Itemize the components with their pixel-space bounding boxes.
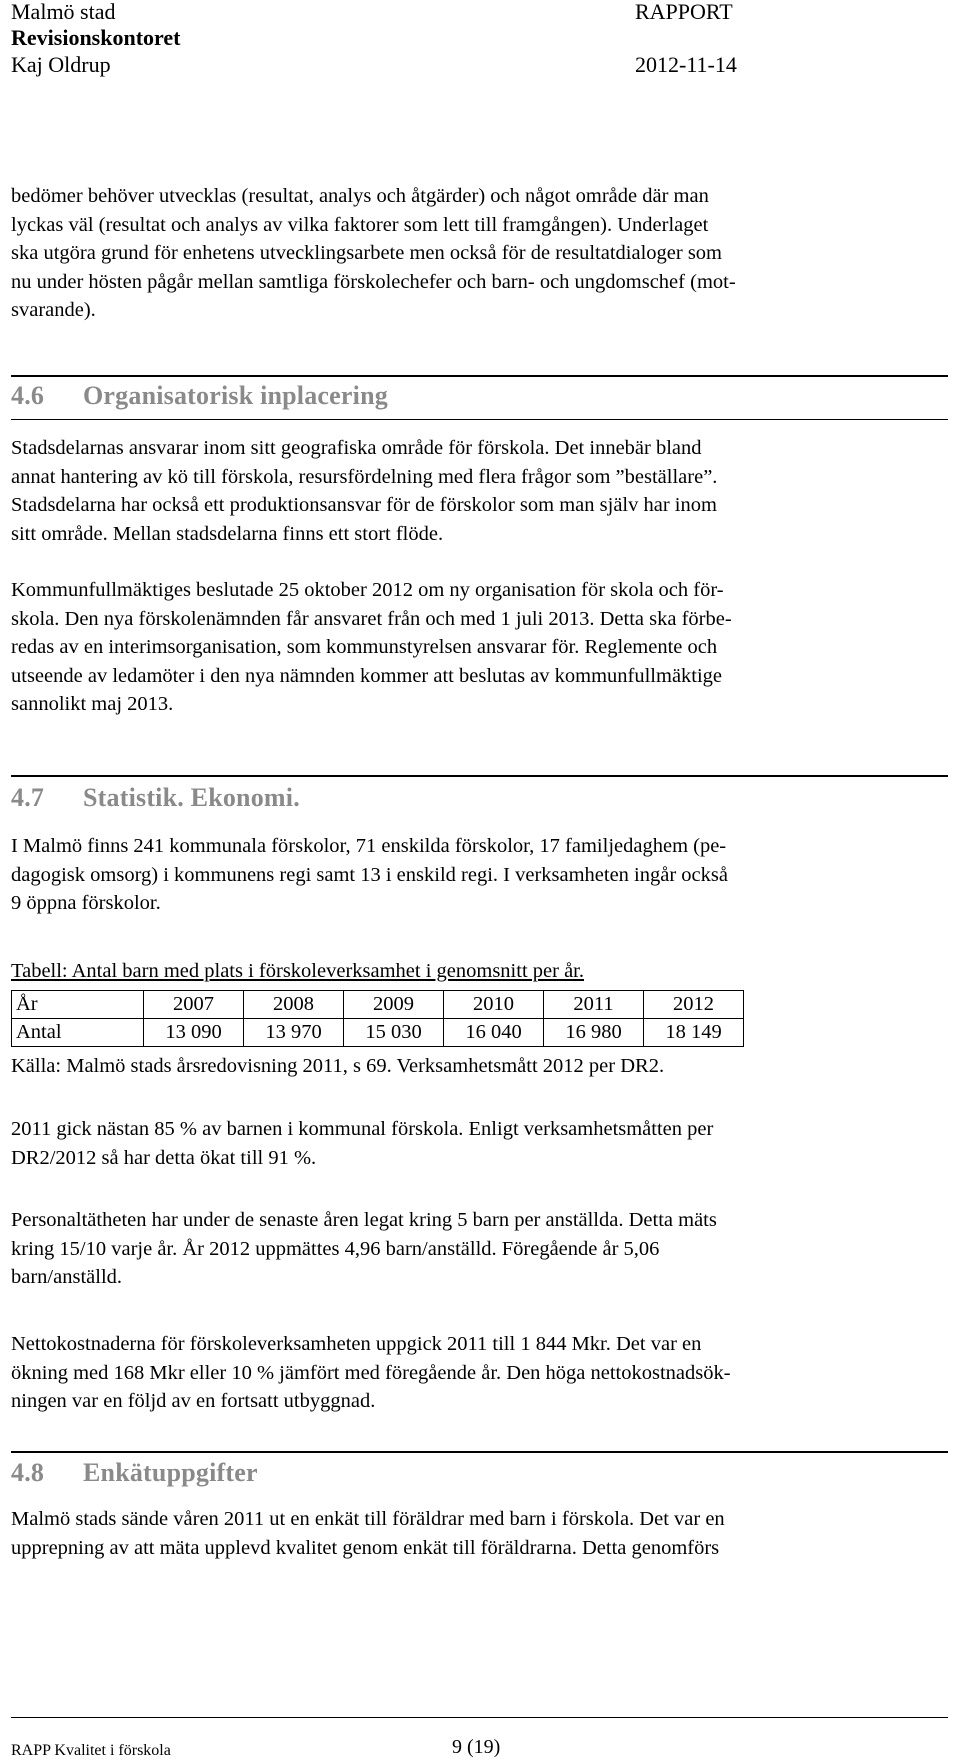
text-line: Stadsdelarnas ansvarar inom sitt geografiska område för förskola. Det innebär bland [11,437,702,459]
header-date: 2012-11-14 [635,52,737,77]
section-heading-4-7 [11,783,300,813]
text-line: Malmö stads sände våren 2011 ut en enkät till föräldrar med barn i förskola. Det var en [11,1508,725,1530]
table-cell: 2011 [544,991,644,1019]
table-row [12,991,744,1019]
table-cell: 2012 [644,991,744,1019]
section-divider [11,775,948,777]
text-line: ska utgöra grund för enhetens utvecklingsarbete men också för de resultatdialoger som [11,242,723,264]
table-cell: 2009 [344,991,444,1019]
text-line: annat hantering av kö till förskola, resursfördelning med flera frågor som ”beställare”. [11,465,718,488]
text-line: DR2/2012 så har detta ökat till 91 %. [11,1146,317,1169]
section-title: Enkätuppgifter [83,1458,258,1487]
table-cell: 16 980 [544,1019,644,1047]
text-line: barn/anställd. [11,1266,123,1288]
table-cell: År [12,991,144,1019]
section-number: 4.6 [11,381,45,410]
section-heading-4-6 [11,381,388,411]
header-org: Malmö stad [11,0,116,24]
section-title: Organisatorisk inplacering [83,381,388,410]
text-line: 2011 gick nästan 85 % av barnen i kommunal förskola. Enligt verksamhetsmåtten per [11,1118,714,1140]
text-line: ningen var en följd av en fortsatt utbyggnad. [11,1390,376,1412]
section-divider [11,1451,948,1453]
text-line: Källa: Malmö stads årsredovisning 2011, s 69. Verksamhetsmått 2012 per DR2. [11,1055,665,1077]
header-dept: Revisionskontoret [11,25,181,50]
section-number: 4.7 [11,783,45,812]
section-divider [11,375,948,377]
intro-paragraph [11,182,941,325]
section-4-6-paragraph-2 [11,576,941,719]
section-underline [11,419,948,420]
text-line: redas av en interimsorganisation, som kommunstyrelsen ansvarar för. Reglemente och [11,636,718,658]
text-line: lyckas väl (resultat och analys av vilka faktorer som lett till framgången). Underlaget [11,213,709,236]
children-count-table [11,990,744,1047]
text-line: sannolikt maj 2013. [11,693,174,715]
table-row [12,1019,744,1047]
footer-divider [11,1717,948,1718]
text-line: ökning med 168 Mkr eller 10 % jämfört med föregående år. Den höga nettokostnadsök- [11,1361,731,1384]
footer-doc-name: RAPP Kvalitet i förskola [11,1742,171,1759]
section-4-7-paragraph-4 [11,1330,941,1416]
table-source [11,1052,941,1081]
text-line: I Malmö finns 241 kommunala förskolor, 71 enskilda förskolor, 17 familjedaghem (pe- [11,835,727,857]
header-doc-type: RAPPORT [635,0,733,24]
table-caption [11,957,941,986]
section-number: 4.8 [11,1458,45,1487]
text-line: svarande). [11,299,96,321]
text-line: 9 öppna förskolor. [11,892,161,914]
text-line: kring 15/10 varje år. År 2012 uppmättes 4,96 barn/anställd. Föregående år 5,06 [11,1237,660,1260]
section-title: Statistik. Ekonomi. [83,783,300,812]
text-line: Kommunfullmäktiges beslutade 25 oktober 2012 om ny organisation för skola och för- [11,579,724,601]
text-line: skola. Den nya förskolenämnden får ansvaret från och med 1 juli 2013. Detta ska förbe- [11,607,732,630]
text-line: sitt område. Mellan stadsdelarna finns ett stort flöde. [11,522,444,545]
footer-page-number: 9 (19) [452,1736,501,1758]
table-cell: 13 970 [244,1019,344,1047]
table-cell: 2007 [144,991,244,1019]
section-4-8-paragraph-1 [11,1505,941,1562]
text-line: utseende av ledamöter i den nya nämnden kommer att beslutas av kommunfullmäktige [11,664,723,687]
text-line: dagogisk omsorg) i kommunens regi samt 13 i enskild regi. I verksamheten ingår också [11,863,728,886]
text-line: nu under hösten pågår mellan samtliga förskolechefer och barn- och ungdomschef (mot- [11,270,736,293]
table-cell: Antal [12,1019,144,1047]
text-line: bedömer behöver utvecklas (resultat, analys och åtgärder) och något område där man [11,185,709,207]
text-line: Stadsdelarna har också ett produktionsansvar för de förskolor som man själv har inom [11,494,717,516]
section-heading-4-8 [11,1458,258,1488]
text-line: upprepning av att mäta upplevd kvalitet genom enkät till föräldrarna. Detta genomförs [11,1536,720,1559]
text-line: Personaltätheten har under de senaste åren legat kring 5 barn per anställda. Detta mäts [11,1209,717,1231]
table-cell: 18 149 [644,1019,744,1047]
table-caption-text: Tabell: Antal barn med plats i förskoleverksamhet i genomsnitt per år. [11,960,584,982]
section-4-6-paragraph-1 [11,434,941,548]
section-4-7-paragraph-3 [11,1206,941,1292]
table-cell: 2010 [444,991,544,1019]
table-cell: 16 040 [444,1019,544,1047]
section-4-7-paragraph-1 [11,832,941,918]
table-cell: 15 030 [344,1019,444,1047]
table-cell: 2008 [244,991,344,1019]
table-cell: 13 090 [144,1019,244,1047]
header-author: Kaj Oldrup [11,52,111,77]
text-line: Nettokostnaderna för förskoleverksamheten uppgick 2011 till 1 844 Mkr. Det var en [11,1333,702,1355]
section-4-7-paragraph-2 [11,1115,941,1172]
